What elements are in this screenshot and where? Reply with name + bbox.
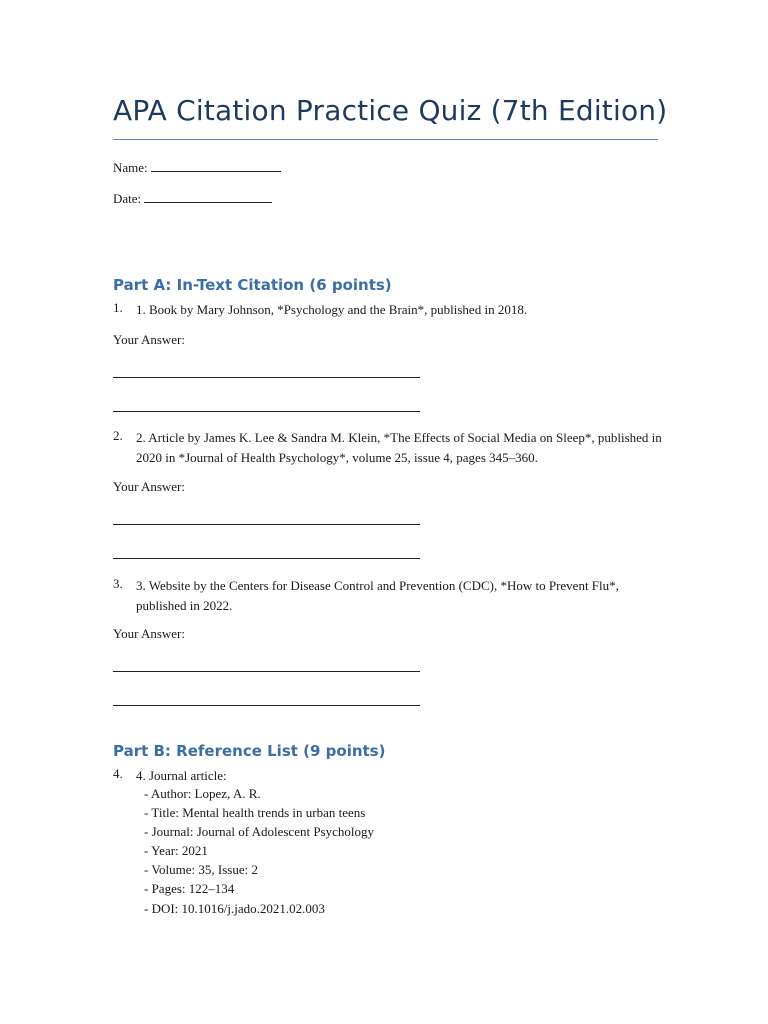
question-4-detail-pages: - Pages: 122–134	[144, 881, 235, 896]
title-divider	[113, 139, 658, 140]
question-2-answer-label: Your Answer:	[113, 479, 185, 494]
question-4-detail-title: - Title: Mental health trends in urban teens	[144, 805, 366, 820]
question-4-text: 4. Journal article:	[136, 768, 227, 783]
name-field	[113, 160, 281, 176]
part-b-heading: Part B: Reference List (9 points)	[113, 742, 386, 760]
question-1-answer-line-2[interactable]	[113, 411, 420, 412]
question-4-detail-year: - Year: 2021	[144, 843, 208, 858]
part-a-heading: Part A: In-Text Citation (6 points)	[113, 276, 392, 294]
question-3-answer-line-1[interactable]	[113, 671, 420, 672]
question-3-text: 3. Website by the Centers for Disease Control and Prevention (CDC), *How to Prevent Flu*, published in 2022.	[136, 578, 619, 613]
name-label: Name:	[113, 160, 148, 175]
question-3-answer-label: Your Answer:	[113, 626, 185, 641]
date-label: Date:	[113, 191, 142, 206]
question-1-answer-label: Your Answer:	[113, 332, 185, 347]
question-1-answer-line-1[interactable]	[113, 377, 420, 378]
question-4-number: 4.	[113, 766, 123, 781]
page-title: APA Citation Practice Quiz (7th Edition)	[113, 94, 668, 127]
date-field	[113, 191, 272, 207]
question-4-detail-volume: - Volume: 35, Issue: 2	[144, 862, 258, 877]
question-4-detail-author: - Author: Lopez, A. R.	[144, 786, 261, 801]
question-2-text: 2. Article by James K. Lee & Sandra M. Klein, *The Effects of Social Media on Sleep*, published in 2020 in *Journal of Health Psychology*, volume 25, issue 4, pages 345–360.	[136, 430, 662, 465]
question-2-answer-line-2[interactable]	[113, 558, 420, 559]
name-blank[interactable]	[151, 161, 281, 172]
question-2-answer-line-1[interactable]	[113, 524, 420, 525]
question-2-number: 2.	[113, 428, 123, 443]
question-1-number: 1.	[113, 300, 123, 315]
question-3-number: 3.	[113, 576, 123, 591]
question-4-detail-journal: - Journal: Journal of Adolescent Psychology	[144, 824, 374, 839]
date-blank[interactable]	[144, 192, 272, 203]
question-4-detail-doi: - DOI: 10.1016/j.jado.2021.02.003	[144, 901, 325, 916]
question-3-answer-line-2[interactable]	[113, 705, 420, 706]
question-1-text: 1. Book by Mary Johnson, *Psychology and the Brain*, published in 2018.	[136, 302, 528, 317]
